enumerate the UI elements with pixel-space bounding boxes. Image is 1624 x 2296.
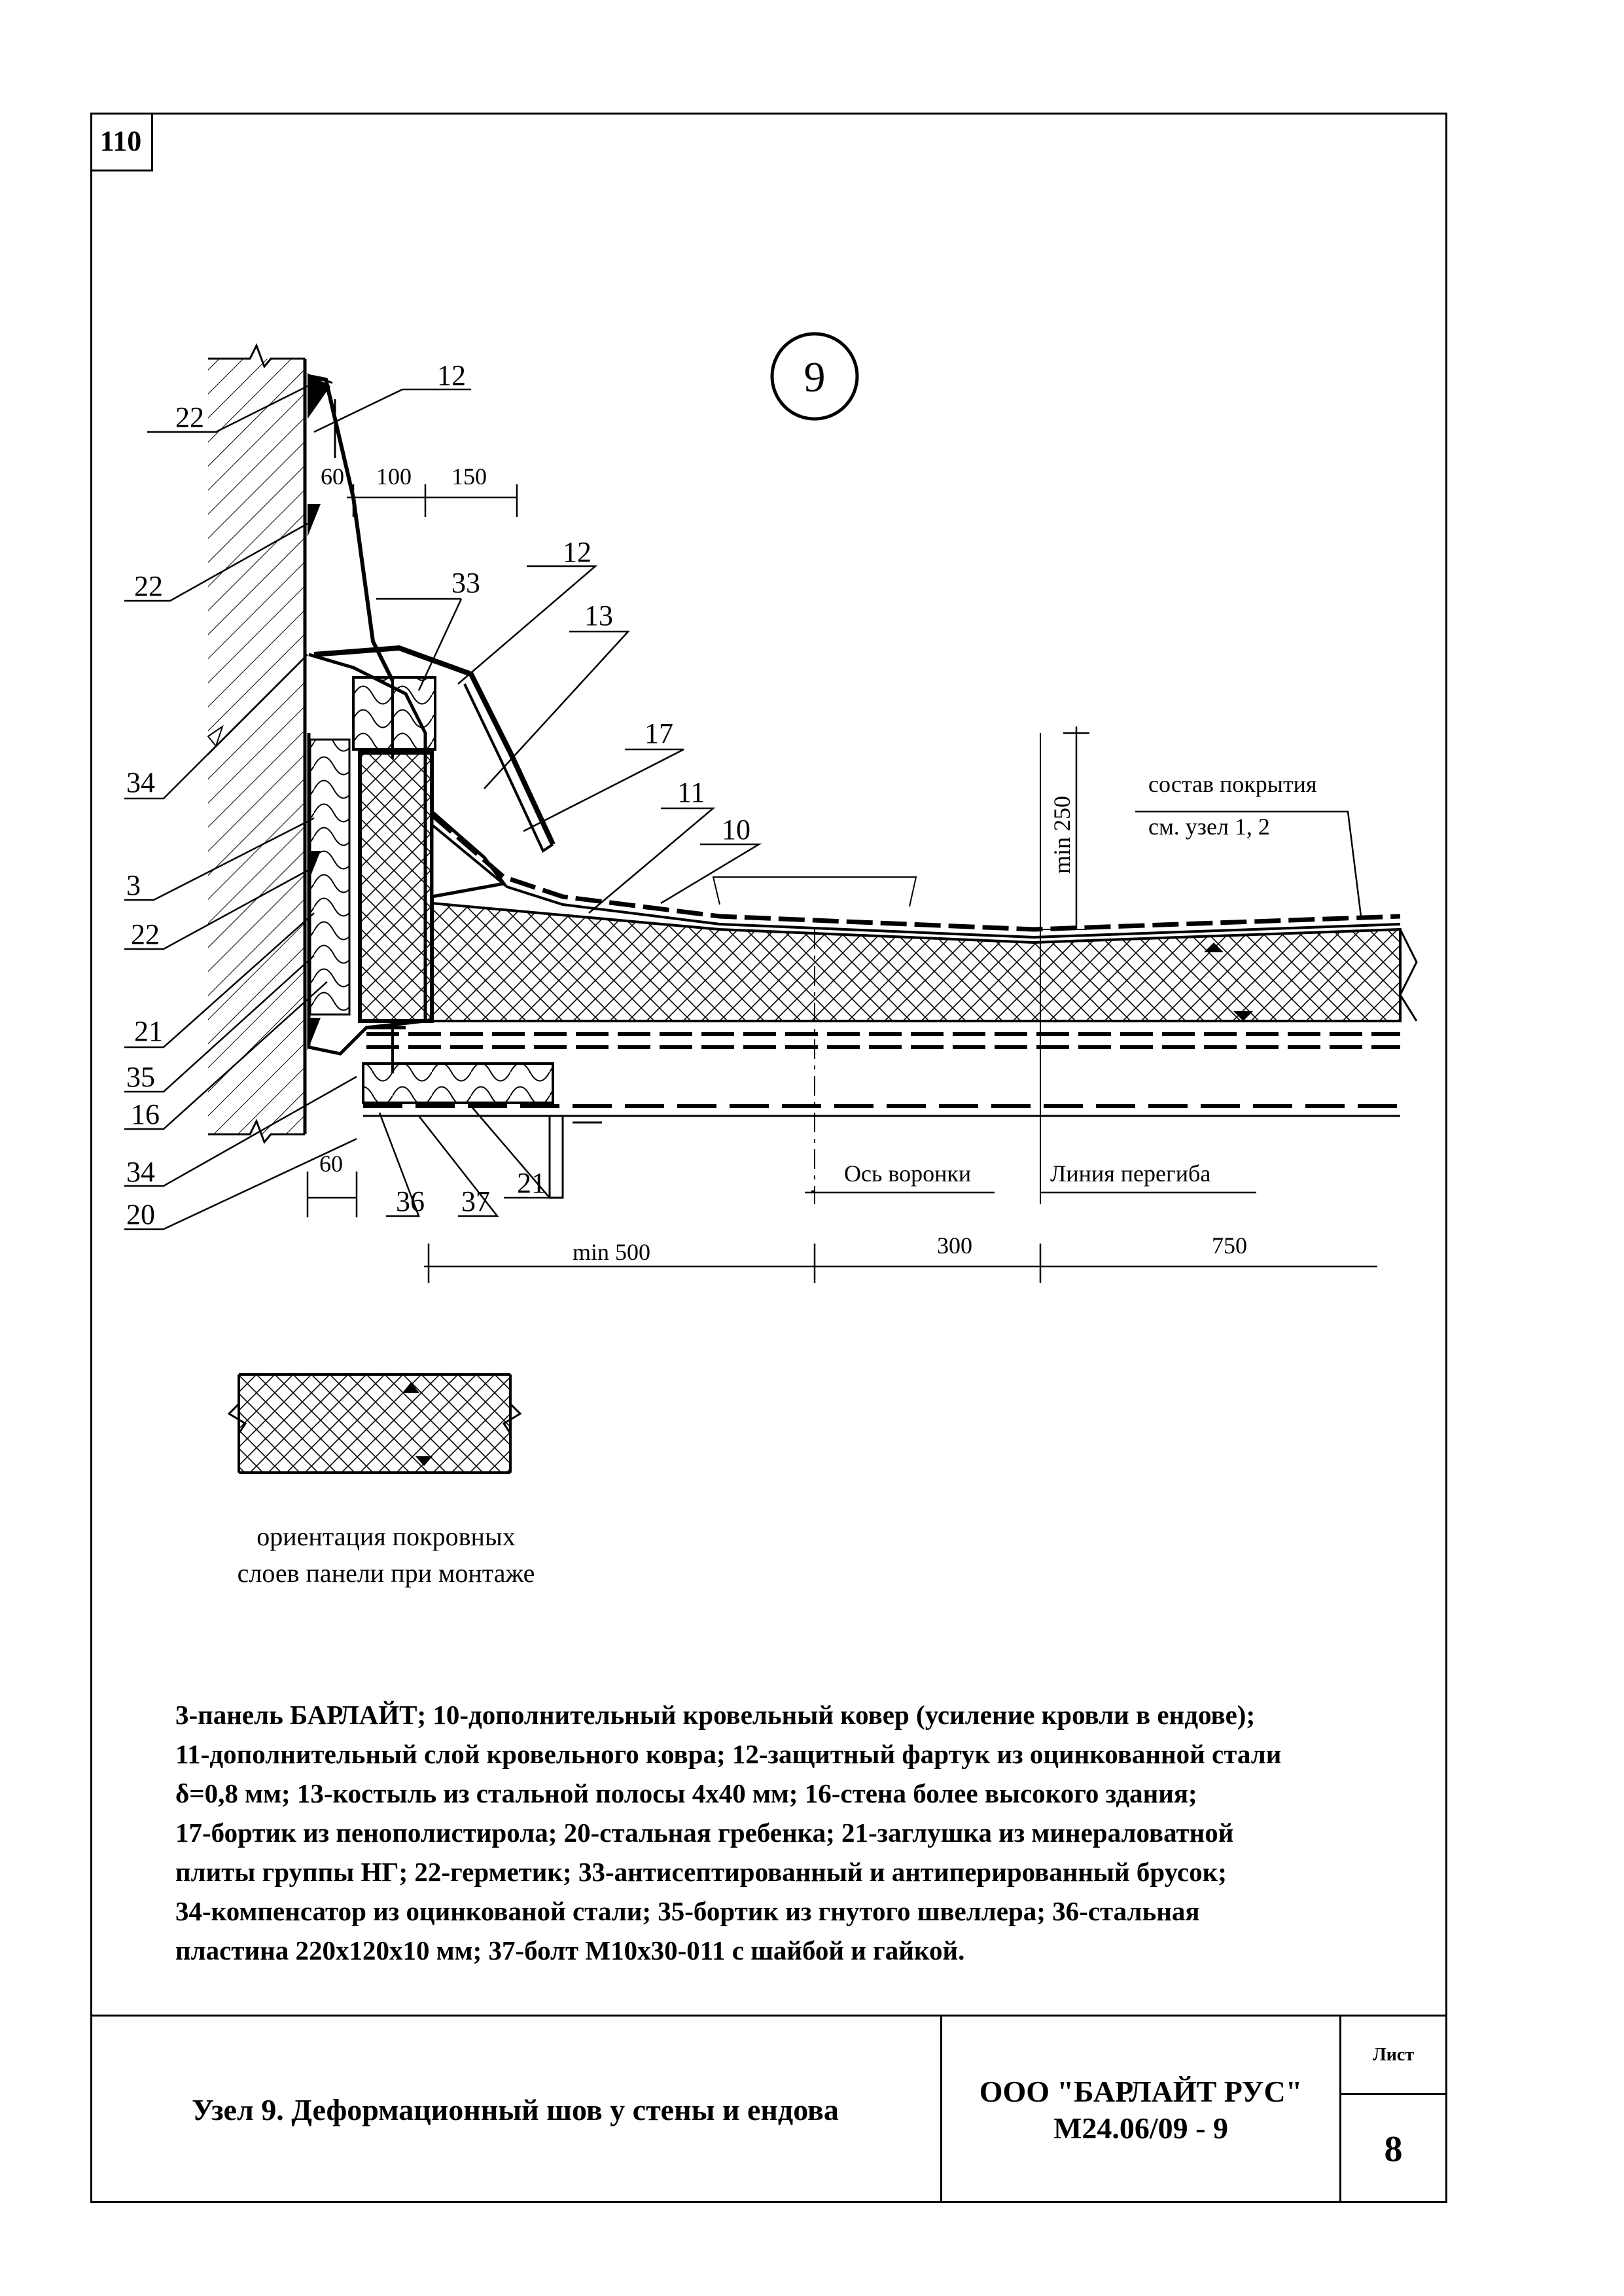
wall-16 [208, 346, 305, 1142]
sheet-number: 8 [1384, 2128, 1403, 2170]
callout-22: 22 [175, 401, 204, 433]
organization-cell [942, 2017, 1341, 2203]
caption-line: слоев панели при монтаже [237, 1558, 535, 1588]
callout-3: 3 [126, 869, 141, 901]
composition-label-line1: состав покрытия [1148, 771, 1317, 797]
callout-22: 22 [134, 570, 163, 602]
sheet-label: Лист [1341, 2017, 1445, 2095]
callout-21: 21 [134, 1015, 163, 1047]
callout-11: 11 [677, 776, 705, 808]
title-block [90, 2015, 1447, 2203]
callout-34: 34 [126, 766, 155, 798]
callout-12: 12 [563, 536, 591, 568]
panel-3-vertical [360, 753, 432, 1021]
dim-60-top: 60 [321, 463, 344, 490]
callout-13: 13 [584, 600, 613, 632]
dim-60-bottom: 60 [319, 1151, 343, 1177]
funnel-axis-label: Ось воронки [844, 1160, 972, 1187]
legend-line: 11-дополнительный слой кровельного ковра; 12-защитный фартук из оцинкованной стали [175, 1739, 1282, 1769]
dim-100: 100 [376, 463, 412, 490]
wool-plug-21-vertical [310, 740, 349, 1014]
callout-33: 33 [451, 567, 480, 599]
panel-orientation-caption [170, 1518, 602, 1592]
composition-label-line2: см. узел 1, 2 [1148, 814, 1270, 840]
organization-name: ООО "БАРЛАЙТ РУС" [979, 2074, 1303, 2108]
legend-line: 17-бортик из пенополистирола; 20-стальная гребенка; 21-заглушка из минераловатной [175, 1818, 1234, 1848]
dim-300: 300 [937, 1232, 972, 1259]
callout-10: 10 [722, 814, 750, 846]
callout-37: 37 [461, 1185, 490, 1217]
page-number: 110 [90, 113, 153, 171]
legend-line: пластина 220х120х10 мм; 37-болт М10х30-011 с шайбой и гайкой. [175, 1935, 965, 1965]
drawing-title: Узел 9. Деформационный шов у стены и ендова [90, 2017, 942, 2203]
bar-33 [353, 677, 435, 759]
callout-16: 16 [131, 1098, 160, 1130]
callout-12: 12 [437, 359, 466, 391]
document-code: М24.06/09 - 9 [1053, 2111, 1228, 2145]
legend [175, 1695, 1353, 1970]
panel-orientation-sample [216, 1355, 537, 1492]
callout-22: 22 [131, 918, 160, 950]
callout-34: 34 [126, 1156, 155, 1188]
callout-21: 21 [517, 1167, 546, 1199]
callout-36: 36 [396, 1185, 425, 1217]
dim-150: 150 [451, 463, 487, 490]
dim-750: 750 [1212, 1232, 1247, 1259]
sheet-cell [1341, 2017, 1445, 2203]
dim-min250: min 250 [1049, 795, 1075, 874]
legend-line: δ=0,8 мм; 13-костыль из стальной полосы 4х40 мм; 16-стена более высокого здания; [175, 1778, 1197, 1808]
callout-20: 20 [126, 1198, 155, 1230]
callout-17: 17 [644, 717, 673, 749]
legend-line: 34-компенсатор из оцинкованой стали; 35-бортик из гнутого швеллера; 36-стальная [175, 1896, 1200, 1926]
node-number: 9 [803, 353, 826, 401]
legend-line: плиты группы НГ; 22-герметик; 33-антисептированный и антиперированный брусок; [175, 1857, 1227, 1887]
caption-line: ориентация покровных [256, 1522, 516, 1551]
legend-line: 3-панель БАРЛАЙТ; 10-дополнительный кровельный ковер (усиление кровли в ендове); [175, 1700, 1256, 1730]
callout-35: 35 [126, 1061, 155, 1093]
dim-min500: min 500 [573, 1239, 651, 1265]
bend-line-label: Линия перегиба [1050, 1160, 1211, 1187]
